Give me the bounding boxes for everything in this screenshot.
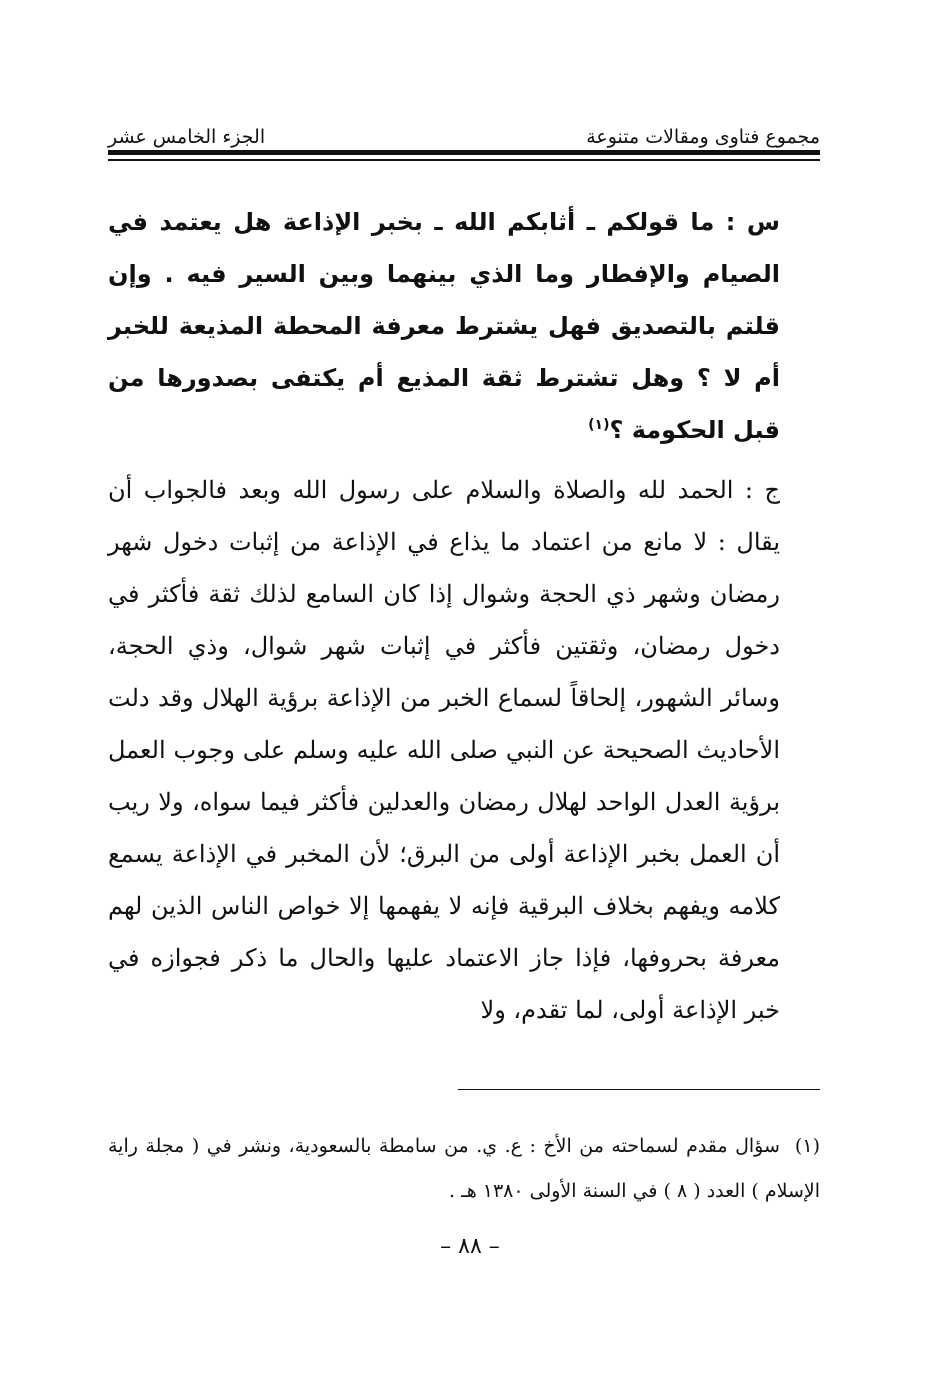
body-text [108, 196, 820, 1036]
answer-text: ج : الحمد لله والصلاة والسلام على رسول الله وبعد فالجواب أن يقال : لا مانع من اعتماد ما يذاع في الإذاعة من إثبات دخول شهر رمضان وشهر ذي الحجة وشوال إذا كان السامع لذلك ثقة فأكثر في دخول رمضان، وثقتين فأكثر في إثبات شهر شوال، وذي الحجة، وسائر الشهور، إلحاقاً لسماع الخبر من الإذاعة برؤية الهلال وقد دلت الأحاديث الصحيحة عن النبي صلى الله عليه وسلم على وجوب العمل برؤية العدل الواحد لهلال رمضان والعدلين فأكثر فيما سواه، ولا ريب أن العمل بخبر الإذاعة أولى من البرق؛ لأن المخبر في الإذاعة يسمع كلامه ويفهم بخلاف البرقية فإنه لا يفهمها إلا خواص الناس الذين لهم معرفة بحروفها، فإذا جاز الاعتماد عليها والحال ما ذكر فجوازه في خبر الإذاعة أولى، لما تقدم، ولا [108, 476, 780, 1024]
footnote-separator [458, 1089, 820, 1090]
book-title: مجموع فتاوى ومقالات متنوعة [586, 126, 820, 148]
answer-paragraph [108, 464, 820, 1036]
running-header [108, 108, 820, 148]
footnote [108, 1124, 820, 1214]
page-number: – ٨٨ – [440, 1234, 500, 1259]
footnote-text: سؤال مقدم لسماحته من الأخ : ع. ي. من سامطة بالسعودية، ونشر في ( مجلة راية الإسلام ) العدد ( ٨ ) في السنة الأولى ١٣٨٠ هـ . [108, 1135, 820, 1202]
question-paragraph [108, 196, 820, 456]
volume-label: الجزء الخامس عشر [108, 126, 266, 148]
question-text: س : ما قولكم ـ أثابكم الله ـ بخبر الإذاعة هل يعتمد في الصيام والإفطار وما الذي بينهما وبين السير فيه . وإن قلتم بالتصديق فهل يشترط معرفة المحطة المذيعة للخبر أم لا ؟ وهل تشترط ثقة المذيع أم يكتفى بصدورها من قبل الحكومة ؟ [108, 208, 780, 444]
footnote-number: (١) [794, 1135, 820, 1157]
header-rule-thick [108, 150, 820, 155]
footnote-reference: (١) [588, 417, 610, 433]
header-rule-thin [108, 159, 820, 161]
